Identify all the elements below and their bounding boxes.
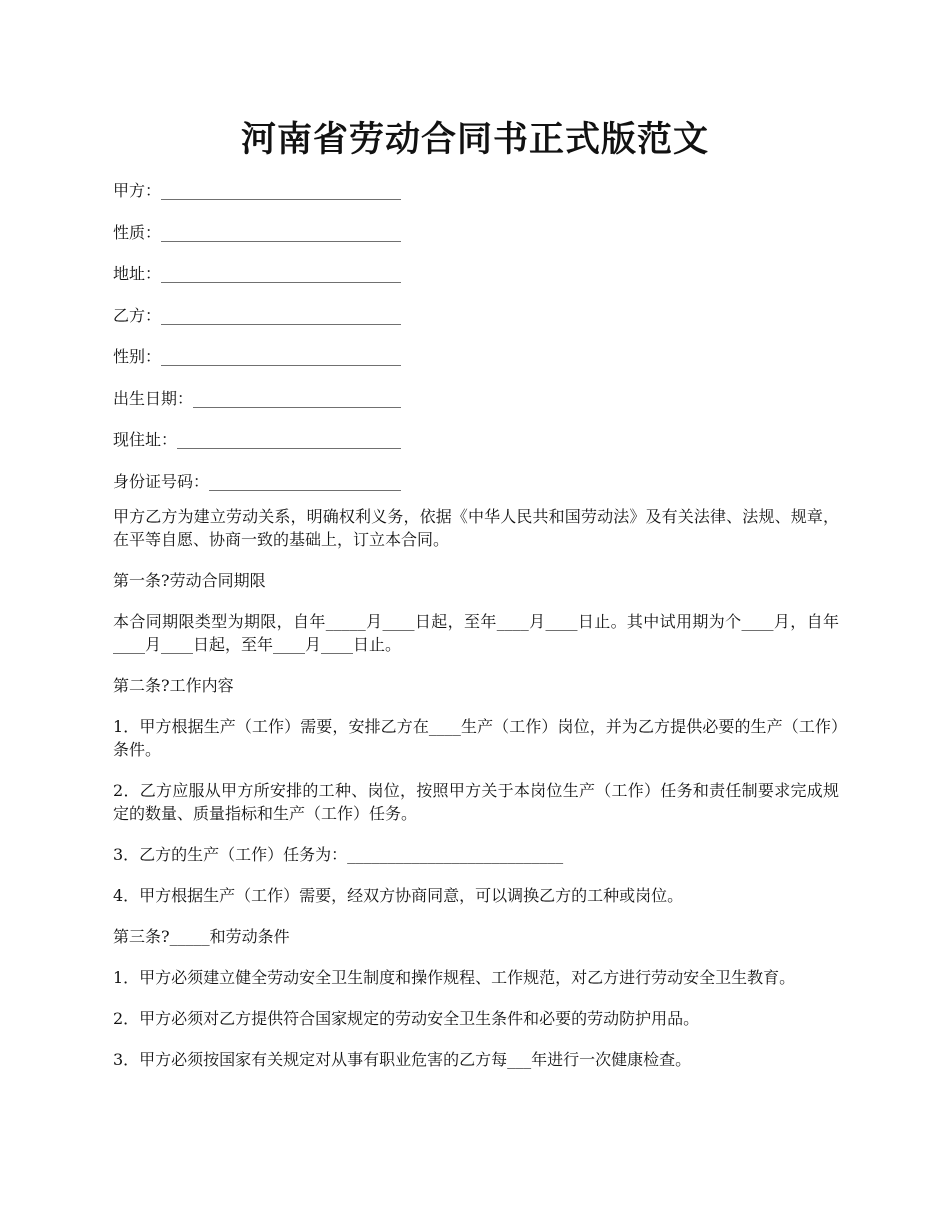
current-address-label: 现住址： <box>113 430 178 449</box>
address-blank: ______________________________ <box>161 264 402 283</box>
birth-date-label: 出生日期： <box>113 388 194 408</box>
address-label: 地址： <box>113 264 162 283</box>
party-b-blank: ______________________________ <box>161 305 402 325</box>
article-2-item-4: 4．甲方根据生产（工作）需要，经双方协商同意，可以调换乙方的工种或岗位。 <box>113 885 684 905</box>
nature-label: 性质： <box>113 222 162 242</box>
document-body <box>113 178 839 1089</box>
party-b-field <box>113 303 839 345</box>
document-title: 河南省劳动合同书正式版范文 <box>240 119 709 160</box>
article-3-item-3: 3．甲方必须按国家有关规定对从事有职业危害的乙方每___年进行一次健康检查。 <box>113 1049 692 1069</box>
id-number-field <box>113 469 839 505</box>
gender-field <box>113 344 839 386</box>
id-number-blank: ________________________ <box>209 471 402 491</box>
party-a-label: 甲方： <box>113 181 162 200</box>
preamble-paragraph: 甲方乙方为建立劳动关系，明确权利义务，依据《中华人民共和国劳动法》及有关法律、法规、规章，在平等自愿、协商一致的基础上，订立本合同。 <box>113 506 839 549</box>
address-field <box>113 261 839 303</box>
article-2-item-2: 2．乙方应服从甲方所安排的工种、岗位，按照甲方关于本岗位生产（工作）任务和责任制要求完成规定的数量、质量指标和生产（工作）任务。 <box>113 780 839 823</box>
birth-date-field <box>113 386 839 428</box>
article-3-heading: 第三条?_____和劳动条件 <box>113 926 290 946</box>
nature-blank: ______________________________ <box>161 222 402 242</box>
gender-blank: ______________________________ <box>161 347 402 366</box>
article-3-item-1: 1．甲方必须建立健全劳动安全卫生制度和操作规程、工作规范，对乙方进行劳动安全卫生教育。 <box>113 967 796 987</box>
party-a-field <box>113 178 839 220</box>
current-address-field <box>113 427 839 469</box>
article-1-paragraph: 本合同期限类型为期限，自年_____月____日起，至年____月____日止。其中试用期为个____月，自年____月____日起，至年____月____日止。 <box>113 611 839 654</box>
article-3-item-2: 2．甲方必须对乙方提供符合国家规定的劳动安全卫生条件和必要的劳动防护用品。 <box>113 1008 700 1028</box>
article-2-heading: 第二条?工作内容 <box>113 675 234 695</box>
gender-label: 性别： <box>113 347 162 366</box>
birth-date-blank: __________________________ <box>193 388 402 408</box>
id-number-label: 身份证号码： <box>113 471 210 491</box>
party-b-label: 乙方： <box>113 305 162 325</box>
article-1-heading: 第一条?劳动合同期限 <box>113 570 266 590</box>
current-address-blank: ____________________________ <box>177 430 402 449</box>
article-2-item-3: 3．乙方的生产（工作）任务为：___________________________ <box>113 844 564 864</box>
party-a-blank: ______________________________ <box>161 181 402 200</box>
nature-field <box>113 220 839 262</box>
article-2-item-1: 1．甲方根据生产（工作）需要，安排乙方在____生产（工作）岗位，并为乙方提供必要的生产（工作）条件。 <box>113 716 839 759</box>
